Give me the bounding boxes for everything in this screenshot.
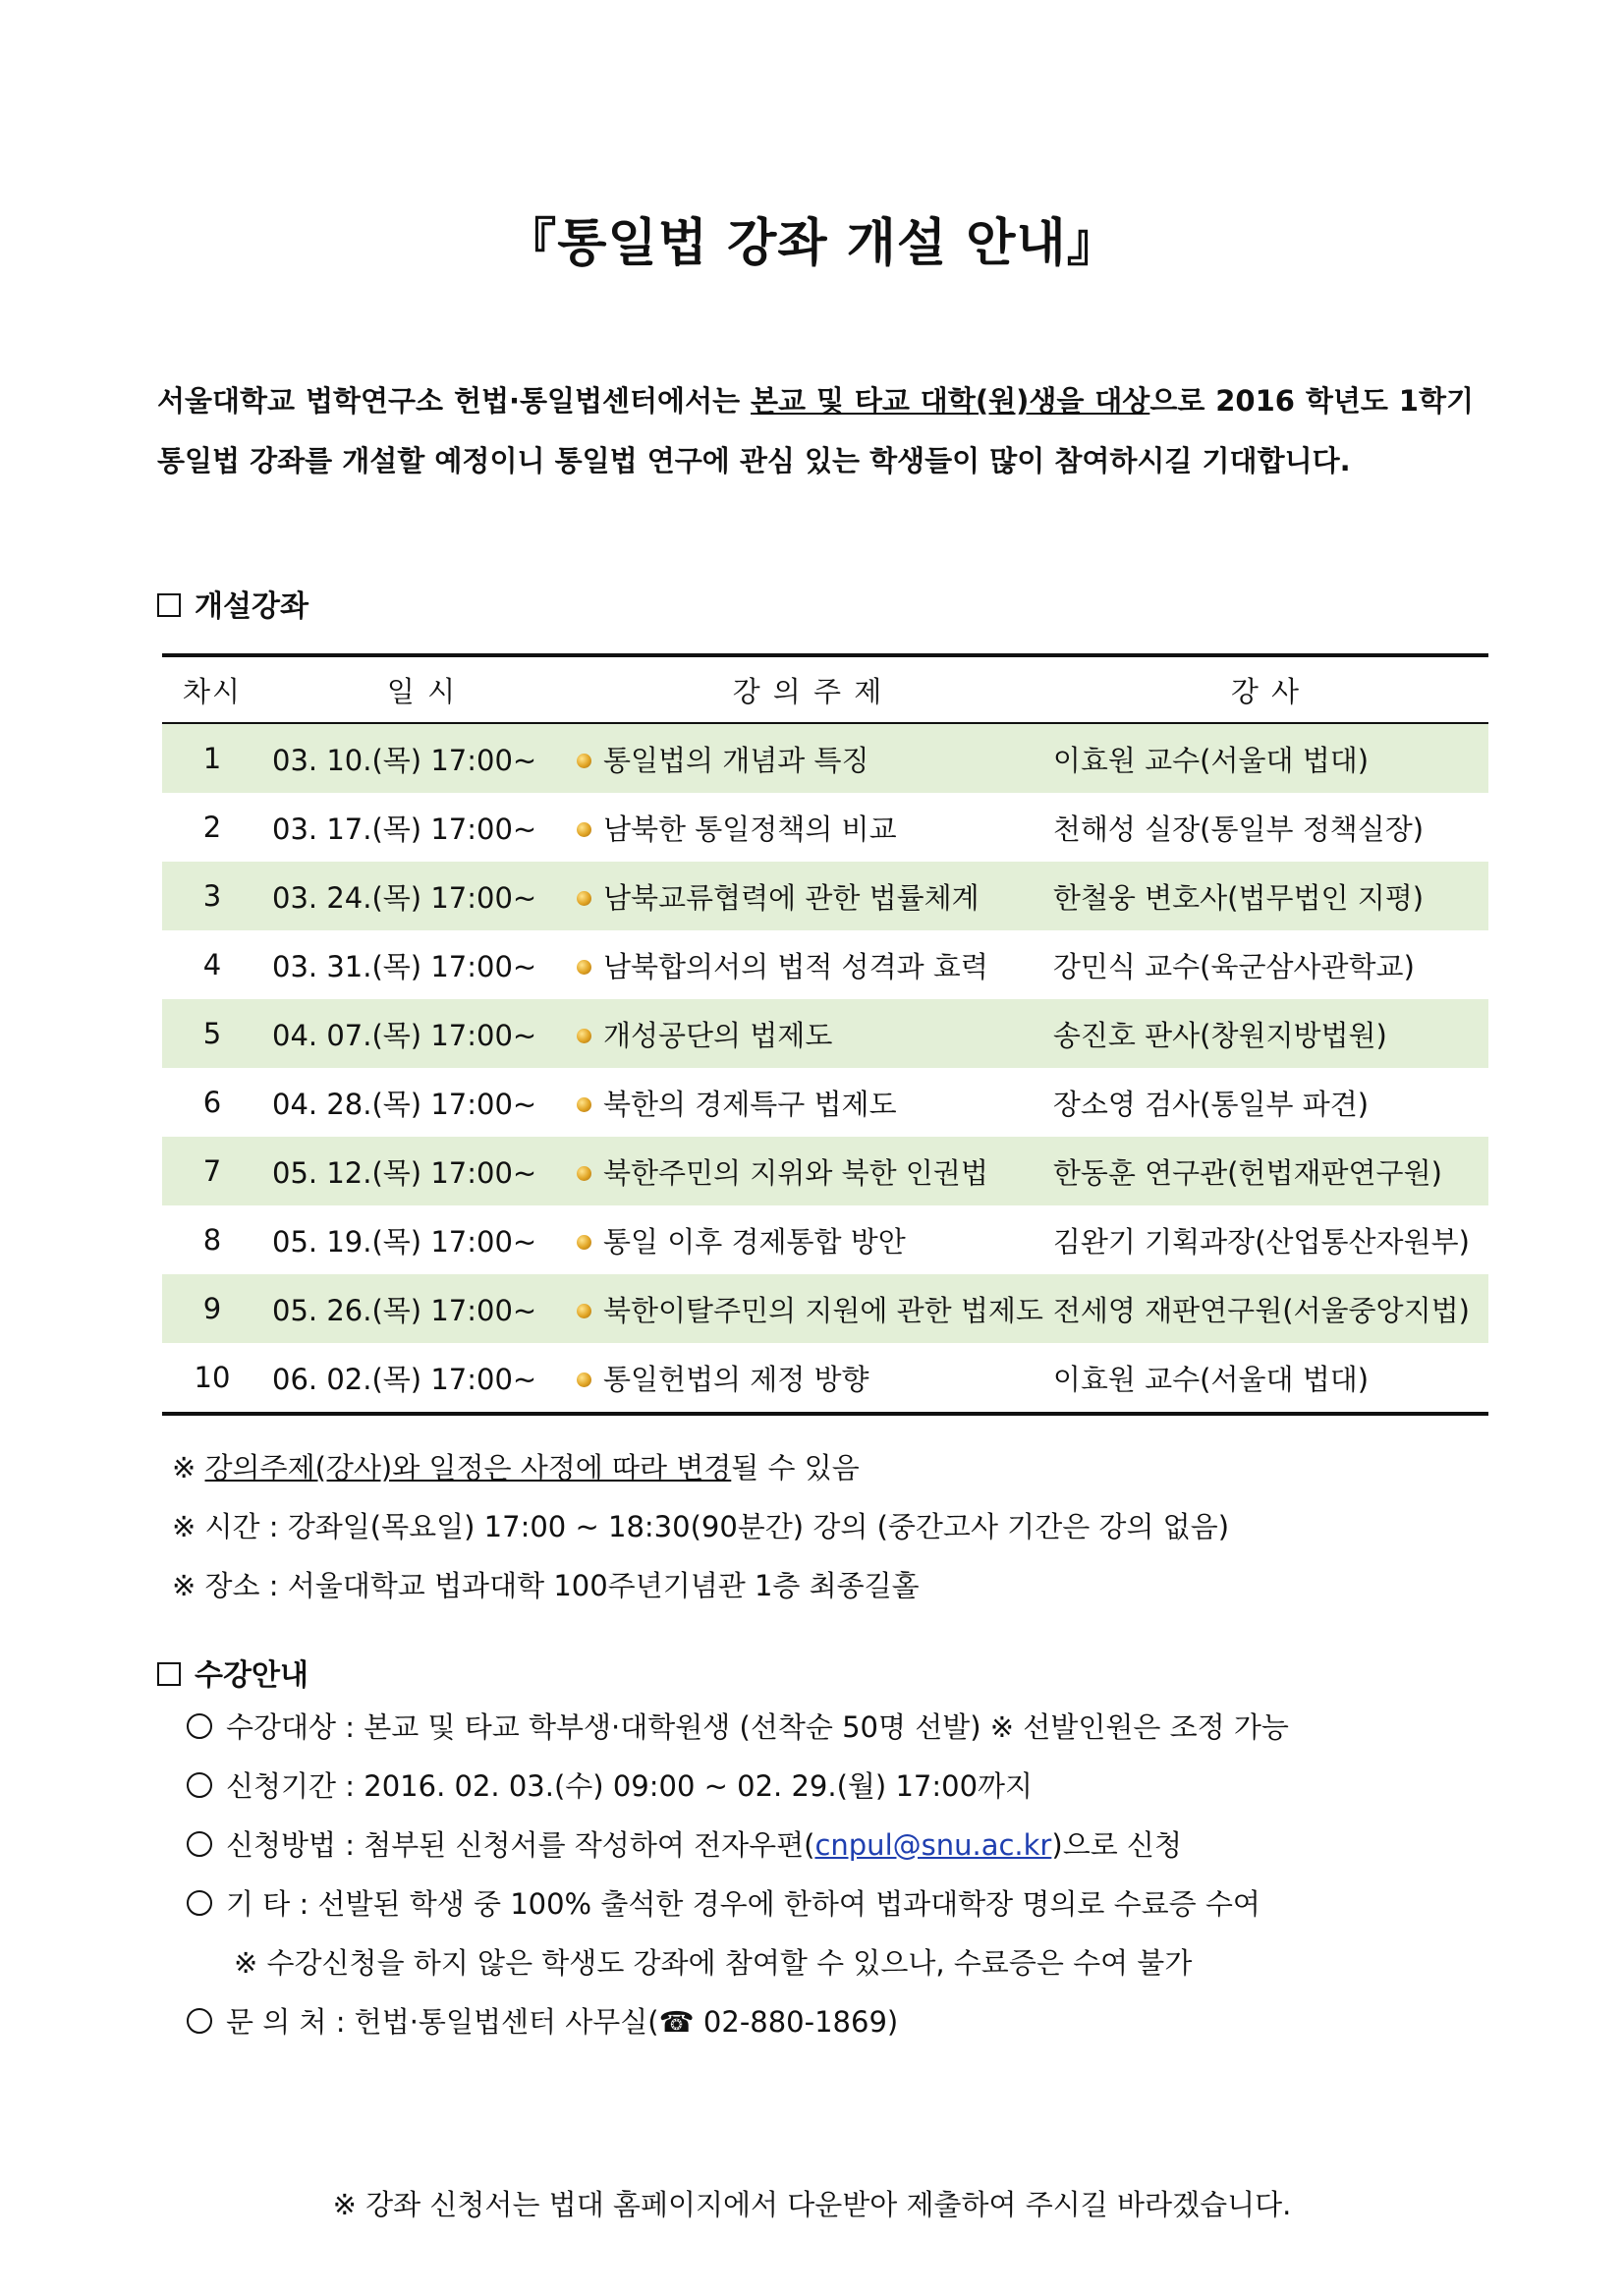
footer-note: ※ 강좌 신청서는 법대 홈페이지에서 다운받아 제출하여 주시길 바라겠습니다. bbox=[332, 2188, 1292, 2221]
table-row bbox=[162, 1068, 1488, 1137]
intro-text-2: 으로 2016 학년도 1학기 통일법 강좌를 개설할 예정이니 통일법 연구에 관심 있는 학생들이 많이 참여하시길 기대합니다. bbox=[157, 384, 1475, 477]
row-datetime: 03. 17.(목) 17:00~ bbox=[272, 812, 537, 846]
row-datetime: 03. 10.(목) 17:00~ bbox=[262, 723, 573, 793]
bullet-icon bbox=[577, 891, 591, 906]
note-change bbox=[172, 1438, 1229, 1497]
table-row bbox=[162, 862, 1488, 930]
row-topic-cell bbox=[573, 862, 1043, 930]
enrollment-guide bbox=[187, 1698, 1289, 2051]
row-datetime: 03. 24.(목) 17:00~ bbox=[262, 862, 573, 930]
table-row bbox=[162, 1343, 1488, 1414]
circle-bullet-icon bbox=[187, 1713, 212, 1739]
row-topic: 남북합의서의 법적 성격과 효력 bbox=[603, 949, 988, 983]
bullet-icon bbox=[577, 822, 591, 837]
row-session: 5 bbox=[162, 999, 262, 1068]
row-session: 1 bbox=[162, 723, 262, 793]
guide-item-contact bbox=[187, 1992, 1289, 2051]
guide-item-target bbox=[187, 1698, 1289, 1757]
header-datetime: 일 시 bbox=[262, 655, 573, 723]
table-row bbox=[162, 723, 1488, 793]
row-lecturer: 이효원 교수(서울대 법대) bbox=[1043, 723, 1488, 793]
table-row bbox=[162, 1274, 1488, 1343]
guide-text: 신청기간 : 2016. 02. 03.(수) 09:00 ~ 02. 29.(월) 17:00까지 bbox=[226, 1769, 1034, 1803]
checkbox-square-icon bbox=[157, 593, 181, 617]
row-topic: 통일 이후 경제통합 방안 bbox=[603, 1224, 906, 1259]
row-topic: 통일법의 개념과 특징 bbox=[603, 743, 869, 777]
circle-bullet-icon bbox=[187, 1890, 212, 1916]
row-topic-cell bbox=[573, 999, 1043, 1068]
note-mark: ※ bbox=[172, 1451, 205, 1484]
table-row bbox=[162, 1205, 1488, 1274]
row-topic: 통일헌법의 제정 방향 bbox=[603, 1362, 869, 1396]
email-link[interactable]: cnpul@snu.ac.kr bbox=[814, 1828, 1052, 1862]
table-row bbox=[162, 930, 1488, 999]
row-topic-cell bbox=[573, 930, 1043, 999]
row-datetime: 04. 07.(목) 17:00~ bbox=[262, 999, 573, 1068]
intro-target-audience: 본교 및 타교 대학(원)생을 대상 bbox=[751, 384, 1150, 418]
row-datetime: 03. 31.(목) 17:00~ bbox=[272, 949, 537, 983]
bullet-icon bbox=[577, 1097, 591, 1112]
bullet-icon bbox=[577, 1235, 591, 1250]
row-session: 2 bbox=[202, 811, 222, 844]
guide-text: 기 타 : 선발된 학생 중 100% 출석한 경우에 한하여 법과대학장 명의로 수료증 수여 bbox=[226, 1887, 1260, 1921]
note-change-underlined: 강의주제(강사)와 일정은 사정에 따라 변경 bbox=[204, 1451, 732, 1484]
intro-text-1: 서울대학교 법학연구소 헌법·통일법센터에서는 bbox=[157, 384, 752, 418]
page-title: 『통일법 강좌 개설 안내』 bbox=[505, 214, 1119, 273]
note-place: ※ 장소 : 서울대학교 법과대학 100주년기념관 1층 최종길홀 bbox=[172, 1569, 920, 1602]
header-lecturer: 강 사 bbox=[1043, 655, 1488, 723]
row-topic: 북한의 경제특구 법제도 bbox=[603, 1087, 897, 1121]
section-heading-courses bbox=[157, 582, 308, 625]
row-lecturer: 한철웅 변호사(법무법인 지평) bbox=[1043, 862, 1488, 930]
guide-item-etc-note: ※ 수강신청을 하지 않은 학생도 강좌에 참여할 수 있으나, 수료증은 수여 불가 bbox=[234, 1946, 1193, 1980]
guide-text: 문 의 처 : 헌법·통일법센터 사무실(☎ 02-880-1869) bbox=[226, 2005, 899, 2039]
row-topic-cell bbox=[573, 1137, 1043, 1205]
row-lecturer: 김완기 기획과장(산업통산자원부) bbox=[1052, 1224, 1470, 1259]
row-topic: 북한주민의 지위와 북한 인권법 bbox=[603, 1155, 988, 1190]
schedule-notes bbox=[172, 1438, 1229, 1615]
table-row bbox=[162, 793, 1488, 862]
bullet-icon bbox=[577, 1166, 591, 1181]
row-topic-cell bbox=[573, 793, 1043, 862]
row-topic: 개성공단의 법제도 bbox=[603, 1018, 833, 1052]
row-lecturer: 한동훈 연구관(헌법재판연구원) bbox=[1043, 1137, 1488, 1205]
guide-item-etc bbox=[187, 1875, 1289, 1933]
row-topic: 남북한 통일정책의 비교 bbox=[603, 812, 897, 846]
guide-text: 신청방법 : 첨부된 신청서를 작성하여 전자우편( bbox=[226, 1828, 815, 1862]
row-datetime: 05. 19.(목) 17:00~ bbox=[272, 1224, 537, 1259]
row-lecturer: 장소영 검사(통일부 파견) bbox=[1052, 1087, 1370, 1121]
row-session: 9 bbox=[162, 1274, 262, 1343]
row-topic-cell bbox=[573, 1343, 1043, 1414]
bullet-icon bbox=[577, 754, 591, 768]
bullet-icon bbox=[577, 1029, 591, 1043]
row-datetime: 04. 28.(목) 17:00~ bbox=[272, 1087, 537, 1121]
bullet-icon bbox=[577, 960, 591, 975]
guide-text: )으로 신청 bbox=[1051, 1828, 1182, 1862]
section-title: 개설강좌 bbox=[195, 589, 308, 624]
row-lecturer: 강민식 교수(육군삼사관학교) bbox=[1052, 949, 1415, 983]
table-row bbox=[162, 1137, 1488, 1205]
row-session: 7 bbox=[162, 1137, 262, 1205]
circle-bullet-icon bbox=[187, 1772, 212, 1798]
row-session: 3 bbox=[162, 862, 262, 930]
row-session: 6 bbox=[202, 1086, 222, 1119]
row-datetime: 06. 02.(목) 17:00~ bbox=[272, 1362, 537, 1396]
table-header-row bbox=[162, 655, 1488, 723]
row-lecturer: 이효원 교수(서울대 법대) bbox=[1052, 1362, 1370, 1396]
row-datetime: 05. 12.(목) 17:00~ bbox=[262, 1137, 573, 1205]
bullet-icon bbox=[577, 1304, 591, 1318]
row-topic-cell bbox=[573, 1205, 1043, 1274]
guide-item-method bbox=[187, 1816, 1289, 1875]
row-lecturer: 전세영 재판연구원(서울중앙지법) bbox=[1043, 1274, 1488, 1343]
section-title: 수강안내 bbox=[195, 1658, 308, 1693]
row-session: 10 bbox=[194, 1361, 231, 1394]
row-lecturer: 천해성 실장(통일부 정책실장) bbox=[1052, 812, 1425, 846]
section-heading-guide bbox=[157, 1651, 308, 1694]
note-time: ※ 시간 : 강좌일(목요일) 17:00 ~ 18:30(90분간) 강의 (중간고사 기간은 강의 없음) bbox=[172, 1510, 1230, 1543]
guide-item-period bbox=[187, 1757, 1289, 1816]
row-session: 8 bbox=[202, 1223, 222, 1257]
row-topic-cell bbox=[573, 1274, 1043, 1343]
bullet-icon bbox=[577, 1372, 591, 1387]
checkbox-square-icon bbox=[157, 1662, 181, 1686]
row-topic: 북한이탈주민의 지원에 관한 법제도 bbox=[603, 1293, 1043, 1327]
row-topic: 남북교류협력에 관한 법률체계 bbox=[603, 880, 980, 915]
row-topic-cell bbox=[573, 1068, 1043, 1137]
circle-bullet-icon bbox=[187, 2008, 212, 2034]
table-row bbox=[162, 999, 1488, 1068]
row-lecturer: 송진호 판사(창원지방법원) bbox=[1043, 999, 1488, 1068]
schedule-table bbox=[162, 653, 1488, 1416]
guide-text: 수강대상 : 본교 및 타교 학부생·대학원생 (선착순 50명 선발) ※ 선발인원은 조정 가능 bbox=[226, 1710, 1289, 1744]
header-topic: 강 의 주 제 bbox=[573, 655, 1043, 723]
intro-paragraph bbox=[157, 371, 1474, 491]
circle-bullet-icon bbox=[187, 1831, 212, 1857]
row-session: 4 bbox=[202, 948, 222, 981]
header-session: 차시 bbox=[162, 655, 262, 723]
note-change-rest: 될 수 있음 bbox=[731, 1451, 860, 1484]
row-datetime: 05. 26.(목) 17:00~ bbox=[262, 1274, 573, 1343]
row-topic-cell bbox=[573, 723, 1043, 793]
